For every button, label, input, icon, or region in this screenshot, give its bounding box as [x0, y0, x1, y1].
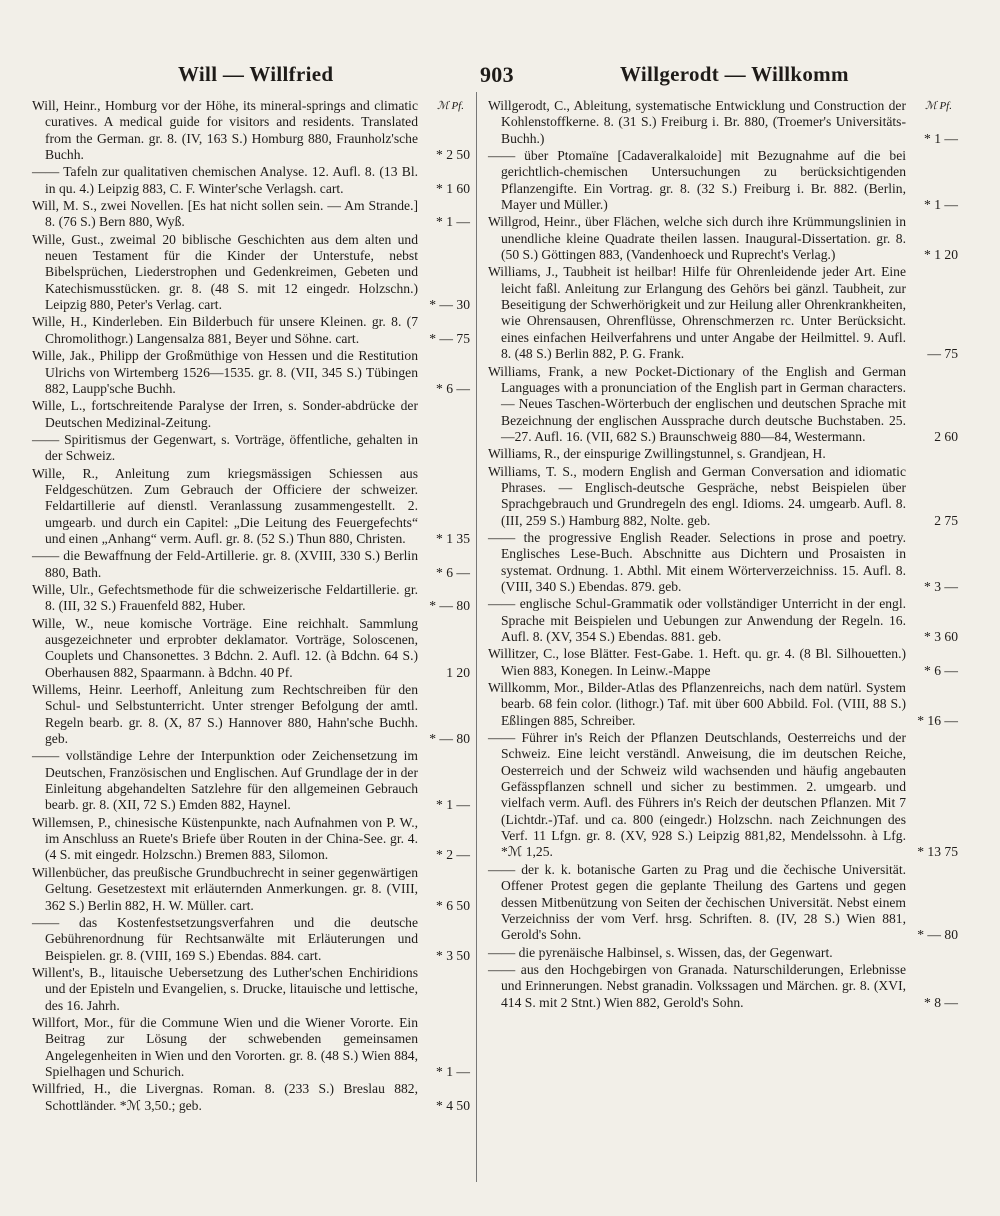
bibliography-entry: [488, 530, 958, 595]
bibliography-entry: [488, 596, 958, 645]
entry-text: Will, Heinr., Homburg vor der Höhe, its mineral-springs and climatic curatives. A medical guide for visitors and residents. Translated from the German. gr. 8. (IV, 163 S.) Homburg 880, Fraunholz'sche Buchh.: [32, 98, 418, 163]
bibliography-entry: [488, 464, 958, 529]
entry-price: 2 75: [934, 512, 958, 528]
entry-text: —— die Bewaffnung der Feld-Artillerie. gr. 8. (XVIII, 330 S.) Berlin 880, Bath.: [32, 548, 418, 580]
entry-text: Williams, T. S., modern English and German Conversation and idiomatic Phrases. — Englisch-deutsche Gespräche, nebst Beispielen über Sprachgebrauch und Grundregeln des engl. Idioms. 24. umgearb. Aufl. 8. (III, 259 S.) Hamburg 882, Nolte. geb.: [488, 463, 906, 528]
bibliography-entry: [32, 748, 470, 813]
entry-text: Willkomm, Mor., Bilder-Atlas des Pflanzenreichs, nach dem natürl. System bearb. 68 fein color. (lithogr.) Taf. mit über 600 Abbild. Fol. (VIII, 88 S.) Eßlingen 885, Schreiber.: [488, 680, 906, 728]
entry-price: * 1 —: [436, 797, 470, 813]
bibliography-entry: [32, 466, 470, 548]
entry-price: * 2 —: [436, 847, 470, 863]
entry-text: —— Tafeln zur qualitativen chemischen Analyse. 12. Aufl. 8. (13 Bl. in qu. 4.) Leipzig 883, C. F. Winter'sche Verlagsh. cart.: [32, 164, 418, 196]
entry-text: Willent's, B., litauische Uebersetzung des Luther'schen Enchiridions und der Episteln und Evangelien, s. Drucke, litauische und lettische, des 16. Jahrh.: [32, 964, 418, 1013]
entry-text: Wille, Jak., Philipp der Großmüthige von Hessen und die Restitution Ulrichs von Wirtemberg 1526—1535. gr. 8. (VII, 345 S.) Tübingen 882, Laupp'sche Buchh.: [32, 348, 418, 396]
entry-text: —— englische Schul-Grammatik oder vollständiger Unterricht in der engl. Sprache mit Beispielen und Uebungen zur Anwendung der Regeln. 16. Aufl. 8. (XV, 354 S.) Ebendas. 881. geb.: [488, 596, 906, 644]
page-number: 903: [480, 62, 514, 87]
bibliography-entry: [488, 730, 958, 861]
entry-price: * 6 50: [436, 897, 470, 913]
entry-price: * 1 —: [924, 197, 958, 213]
entry-text: Wille, R., Anleitung zum kriegsmässigen Schiessen aus Feldgeschützen. Zum Gebrauch der Officiere der schweizer. Feldartillerie auf dienstl. Veranlassung zusammengestellt. 2. umgearb. und durch ein Capitel: „Die Leitung des Feuergefechts“ und einen „Anhang“ verm. Aufl. gr. 8. (52 S.) Thun 880, Christen.: [32, 465, 418, 546]
bibliography-entry: [488, 646, 958, 679]
entry-text: —— aus den Hochgebirgen von Granada. Naturschilderungen, Erlebnisse und Erinnerungen. Nebst granadin. Volkssagen und Märchen. gr. 8. (XVI, 414 S. mit 2 Stnt.) Wien 882, Gerold's Sohn.: [488, 961, 906, 1010]
bibliography-entry: [32, 965, 470, 1014]
entry-text: Willfried, H., die Livergnas. Roman. 8. (233 S.) Breslau 882, Schottländer. *ℳ 3,50.; geb.: [32, 1081, 418, 1113]
entry-price: * 6 —: [436, 564, 470, 580]
entry-text: —— der k. k. botanische Garten zu Prag und die čechische Universität. Offener Protest gegen die geplante Theilung des Gartens und gegen dessen Mitbenützung von Seiten der čechischen Universität. Nebst einem Verzeichniss der vom Verf. hrsg. Schriften. 8. (IV, 28 S.) Wien 881, Gerold's Sohn.: [488, 861, 906, 943]
entry-text: Wille, L., fortschreitende Paralyse der Irren, s. Sonder-abdrücke der Deutschen Medizinal-Zeitung.: [32, 398, 418, 430]
running-head-right: Willgerodt — Willkomm: [620, 62, 849, 86]
entry-price: * 2 50: [436, 147, 470, 163]
entry-price: * 4 50: [436, 1097, 470, 1113]
bibliography-entry: [32, 314, 470, 347]
bibliography-entry: [488, 446, 958, 462]
bibliography-entry: [32, 98, 470, 163]
bibliography-entry: [32, 682, 470, 747]
entry-text: Willgerodt, C., Ableitung, systematische Entwicklung und Construction der Kohlenstoffkerne. 8. (31 S.) Freiburg i. Br. 880, (Troemer's Universitäts-Buchh.): [488, 98, 906, 146]
entry-text: Wille, W., neue komische Vorträge. Eine reichhalt. Sammlung ausgezeichneter und erprobter deklamator. Vorträge, Soloscenen, Couplets und Chansonettes. 3 Bdchn. 2. Aufl. 12. (à Bdchn. 64 S.) Oberhausen 882, Spaarmann. à Bdchn. 40 Pf.: [32, 615, 418, 680]
entry-text: Willgrod, Heinr., über Flächen, welche sich durch ihre Krümmungslinien in unendliche kleine Quadrate theilen lassen. Inaugural-Dissertation. gr. 8. (50 S.) Göttingen 883, (Vandenhoeck und Ruprecht's Verlag.): [488, 214, 906, 263]
entry-price: * 3 60: [924, 629, 958, 644]
bibliography-entry: [488, 364, 958, 446]
entry-text: —— über Ptomaïne [Cadaveralkaloide] mit Bezugnahme auf die bei gerichtlich-chemischen Untersuchungen zu berücksichtigenden Pflanzengifte. Ein Vortrag. gr. 8. (32 S.) Freiburg i. Br. 882. (Berlin, Mayer und Müller.): [488, 148, 906, 213]
entry-price: * 1 —: [924, 130, 958, 146]
right-column: ℳ Pf. Willgerodt, C., Ableitung, systematische Entwicklung und Construction der Kohlenstoffkerne. 8. (31 S.) Freiburg i. Br. 880, (Troemer's Universitäts-Buchh.) * 1 — —— über Ptomaïne [Cadaveralkaloide] mit Bezugnahme auf die bei gerichtlich-chemischen Untersuchungen zu berücksichtigenden Pflanzengifte. Ein Vortrag. gr. 8. (32 S.) Freiburg i. Br. 882. (Berlin, Mayer und Müller.) * 1 — Willgrod, Heinr., über Flächen, welche sich durch ihre Krümmungslinien in unendliche kleine Quadrate theilen lassen. Inaugural-Dissertation. gr. 8. (50 S.) Göttingen 883, (Vandenhoeck und Ruprecht's Verlag.) * 1 20 Williams, J., Taubheit ist heilbar! Hilfe für Ohrenleidende jeder Art. Eine leicht faßl. Anleitung zur Erlangung des Gehörs bei gänzl. Taubheit, zur Beseitigung der Schwerhörigkeit und zur Heilung aller Ohrenkrankheiten, wie Ohrensausen, Ohrenflüsse, Ohrenschmerzen rc. Unter Berücksicht. eines einfachen Heilverfahrens und unter Angabe der Heilmittel. 9. Aufl. 8. (48 S.) Berlin 882, P. G. Frank. — 75 Williams, Frank, a new Pocket-Dictionary of the English and German Languages with a pronunciation of the English part in German characters. — Neues Taschen-Wörterbuch der englischen und deutschen Sprache mit Bezeichnung der englischen Aussprache durch deutsche Buchstaben. 25.—27. Aufl. 16. (VII, 682 S.) Braunschweig 880—84, Westermann. 2 60 Williams, R., der einspurige Zwillingstunnel, s. Grandjean, H. Williams, T. S., modern English and German Conversation and idiomatic Phrases. — Englisch-deutsche Gespräche, nebst Beispielen über Sprachgebrauch und Grundregeln des engl. Idioms. 24. umgearb. Aufl. 8. (III, 259 S.) Hamburg 882, Nolte. geb. 2 75 —— the progressive English Reader. Selections in prose and poetry. Englisches Lese-Buch. Abschnitte aus Dichtern und Prosaisten in systemat. Ordnung. 1. Abthl. Mit einem Wörterverzeichniss. 15. Aufl. 8. (VIII, 340 S.) Ebendas. 879. geb. * 3 — —— englische Schul-Grammatik oder vollständiger Unterricht in der engl. Sprache mit Beispielen und Uebungen zur Anwendung der Regeln. 16. Aufl. 8. (XV, 354 S.) Ebendas. 881. geb. * 3 60 Willitzer, C., lose Blätter. Fest-Gabe. 1. Heft. qu. gr. 4. (8 Bl. Silhouetten.) Wien 883, Konegen. In Leinw.-Mappe * 6 — Willkomm, Mor., Bilder-Atlas des Pflanzenreichs, nach dem natürl. System bearb. 68 fein color. (lithogr.) Taf. mit über 600 Abbild. Fol. (VIII, 88 S.) Eßlingen 885, Schreiber. * 16 — —— Führer in's Reich der Pflanzen Deutschlands, Oesterreichs und der Schweiz. Eine leicht verständl. Anweisung, die im deutschen Reiche, Oesterreich und der Schweiz wild wachsenden und häufig angebauten Gefässpflanzen schnell und sicher zu bestimmen. 2. umgearb. und vielfach verm. Aufl. des Führers in's Reich der deutschen Pflanzen. Mit 7 (Lichtdr.-)Taf. und ca. 800 (eingedr.) Holzschn. nach Zeichnungen des Verf. 11 Lfgn. gr. 8. (XV, 928 S.) Leipzig 881,82, Mendelssohn. à Lfg. *ℳ 1,25. * 13 75 —— der k. k. botanische Garten zu Prag und die čechische Universität. Offener Protest gegen die geplante Theilung des Gartens und gegen dessen Mitbenützung von Seiten der čechischen Universität. Nebst einem Verzeichniss der vom Verf. hrsg. Schriften. 8. (IV, 28 S.) Wien 881, Gerold's Sohn. * — 80 —— die pyrenäische Halbinsel, s. Wissen, das, der Gegenwart. —— aus den Hochgebirgen von Granada. Naturschilderungen, Erlebnisse und Erinnerungen. Nebst granadin. Volkssagen und Märchen. gr. 8. (XVI, 414 S. mit 2 Stnt.) Wien 882, Gerold's Sohn. * 8 —: [488, 98, 958, 1010]
entry-text: Willitzer, C., lose Blätter. Fest-Gabe. 1. Heft. qu. gr. 4. (8 Bl. Silhouetten.) Wien 883, Konegen. In Leinw.-Mappe: [488, 646, 906, 678]
entry-price: 1 20: [446, 664, 470, 680]
bibliography-entry: [488, 214, 958, 263]
entry-price: 2 60: [934, 428, 958, 444]
bibliography-entry: [32, 432, 470, 465]
entry-text: —— Spiritismus der Gegenwart, s. Vorträge, öffentliche, gehalten in der Schweiz.: [32, 431, 418, 464]
column-divider: [476, 92, 477, 1182]
entry-price: * — 30: [429, 297, 470, 313]
entry-price: * 1 20: [924, 247, 958, 263]
entry-text: —— Führer in's Reich der Pflanzen Deutschlands, Oesterreichs und der Schweiz. Eine leicht verständl. Anweisung, die im deutschen Reiche, Oesterreich und der Schweiz wild wachsenden und häufig angebauten Gefässpflanzen schnell und sicher zu bestimmen. 2. umgearb. und vielfach verm. Aufl. des Führers in's Reich der deutschen Pflanzen. Mit 7 (Lichtdr.-)Taf. und ca. 800 (eingedr.) Holzschn. nach Zeichnungen des Verf. 11 Lfgn. gr. 8. (XV, 928 S.) Leipzig 881,82, Mendelssohn. à Lfg. *ℳ 1,25.: [488, 730, 906, 860]
entry-text: Wille, Ulr., Gefechtsmethode für die schweizerische Feldartillerie. gr. 8. (III, 32 S.) Frauenfeld 882, Huber.: [32, 581, 418, 614]
entry-price: * 8 —: [924, 994, 958, 1010]
bibliography-entry: [488, 148, 958, 213]
entry-price: * 6 —: [924, 662, 958, 678]
entry-price: * — 80: [917, 927, 958, 943]
bibliography-entry: [32, 1015, 470, 1080]
entry-price: * 13 75: [917, 844, 958, 860]
bibliography-entry: [488, 98, 958, 147]
bibliography-entry: [32, 915, 470, 964]
entry-price: * 1 —: [436, 1063, 470, 1079]
entry-text: Williams, R., der einspurige Zwillingstunnel, s. Grandjean, H.: [488, 446, 826, 462]
entry-price: * — 80: [429, 598, 470, 614]
entry-text: Wille, H., Kinderleben. Ein Bilderbuch für unsere Kleinen. gr. 8. (7 Chromolithogr.) Langensalza 881, Beyer und Söhne. cart.: [32, 314, 418, 346]
bibliography-entry: [32, 815, 470, 864]
entry-price: * — 75: [429, 330, 470, 346]
entry-text: Willems, Heinr. Leerhoff, Anleitung zum Rechtschreiben für den Schul- und Selbstunterricht. Unter strenger Befolgung der amtl. Regeln bearb. gr. 8. (X, 87 S.) Hannover 880, Hahn'sche Buchh. geb.: [32, 682, 418, 747]
entry-price: — 75: [927, 346, 958, 362]
entry-text: Williams, Frank, a new Pocket-Dictionary of the English and German Languages with a pronunciation of the English part in German characters. — Neues Taschen-Wörterbuch der englischen und deutschen Sprache mit Bezeichnung der englischen Aussprache durch deutsche Buchstaben. 25.—27. Aufl. 16. (VII, 682 S.) Braunschweig 880—84, Westermann.: [488, 363, 906, 444]
entry-price: * 1 —: [436, 214, 470, 230]
entry-text: Willfort, Mor., für die Commune Wien und die Wiener Vororte. Ein Beitrag zur Lösung der schwebenden gemeinsamen Angelegenheiten in Wien und den Vororten. gr. 8. (48 S.) Wien 884, Spielhagen und Schurich.: [32, 1014, 418, 1079]
entry-text: Willenbücher, das preußische Grundbuchrecht in seiner gegenwärtigen Geltung. Gesetzestext mit erläuternden Anmerkungen. gr. 8. (VIII, 362 S.) Berlin 882, H. W. Müller. cart.: [32, 864, 418, 913]
bibliography-entry: [488, 962, 958, 1011]
bibliography-entry: [32, 232, 470, 314]
entry-text: Will, M. S., zwei Novellen. [Es hat nicht sollen sein. — Am Strande.] 8. (76 S.) Bern 880, Wyß.: [32, 198, 418, 230]
bibliography-entry: [32, 398, 470, 431]
bibliography-entry: [32, 198, 470, 231]
bibliography-entry: [32, 865, 470, 914]
bibliography-entry: [32, 616, 470, 681]
left-column: ℳ Pf. Will, Heinr., Homburg vor der Höhe, its mineral-springs and climatic curatives. A medical guide for visitors and residents. Translated from the German. gr. 8. (IV, 163 S.) Homburg 880, Fraunholz'sche Buchh. * 2 50 —— Tafeln zur qualitativen chemischen Analyse. 12. Aufl. 8. (13 Bl. in qu. 4.) Leipzig 883, C. F. Winter'sche Verlagsh. cart. * 1 60 Will, M. S., zwei Novellen. [Es hat nicht sollen sein. — Am Strande.] 8. (76 S.) Bern 880, Wyß. * 1 — Wille, Gust., zweimal 20 biblische Geschichten aus dem alten und neuen Testament für die Kinder der Unterstufe, nebst Bibelsprüchen, Liederstrophen und Gedenkreimen, Gebeten und Katechismusstücken. gr. 8. (48 S. mit 12 eingedr. Holzschn.) Leipzig 880, Peter's Verlag. cart. * — 30 Wille, H., Kinderleben. Ein Bilderbuch für unsere Kleinen. gr. 8. (7 Chromolithogr.) Langensalza 881, Beyer und Söhne. cart. * — 75 Wille, Jak., Philipp der Großmüthige von Hessen und die Restitution Ulrichs von Wirtemberg 1526—1535. gr. 8. (VII, 345 S.) Tübingen 882, Laupp'sche Buchh. * 6 — Wille, L., fortschreitende Paralyse der Irren, s. Sonder-abdrücke der Deutschen Medizinal-Zeitung. —— Spiritismus der Gegenwart, s. Vorträge, öffentliche, gehalten in der Schweiz. Wille, R., Anleitung zum kriegsmässigen Schiessen aus Feldgeschützen. Zum Gebrauch der Officiere der schweizer. Feldartillerie auf dienstl. Veranlassung zusammengestellt. 2. umgearb. und durch ein Capitel: „Die Leitung des Feuergefechts“ und einen „Anhang“ verm. Aufl. gr. 8. (52 S.) Thun 880, Christen. * 1 35 —— die Bewaffnung der Feld-Artillerie. gr. 8. (XVIII, 330 S.) Berlin 880, Bath. * 6 — Wille, Ulr., Gefechtsmethode für die schweizerische Feldartillerie. gr. 8. (III, 32 S.) Frauenfeld 882, Huber. * — 80 Wille, W., neue komische Vorträge. Eine reichhalt. Sammlung ausgezeichneter und erprobter deklamator. Vorträge, Soloscenen, Couplets und Chansonettes. 3 Bdchn. 2. Aufl. 12. (à Bdchn. 64 S.) Oberhausen 882, Spaarmann. à Bdchn. 40 Pf. 1 20 Willems, Heinr. Leerhoff, Anleitung zum Rechtschreiben für den Schul- und Selbstunterricht. Unter strenger Befolgung der amtl. Regeln bearb. gr. 8. (X, 87 S.) Hannover 880, Hahn'sche Buchh. geb. * — 80 —— vollständige Lehre der Interpunktion oder Zeichensetzung im Deutschen, Französischen und Englischen. Auf Grundlage der in der Einleitung abgehandelten Satzlehre für den allgemeinen Gebrauch bearb. gr. 8. (XII, 72 S.) Emden 882, Haynel. * 1 — Willemsen, P., chinesische Küstenpunkte, nach Aufnahmen von P. W., im Anschluss an Ruete's Briefe über Routen in der China-See. gr. 4. (4 S. mit eingedr. Holzschn.) Bremen 883, Silomon. * 2 — Willenbücher, das preußische Grundbuchrecht in seiner gegenwärtigen Geltung. Gesetzestext mit erläuternden Anmerkungen. gr. 8. (VIII, 362 S.) Berlin 882, H. W. Müller. cart. * 6 50 —— das Kostenfestsetzungsverfahren und die deutsche Gebührenordnung für Rechtsanwälte mit Erläuterungen und Beispielen. gr. 8. (VIII, 169 S.) Ebendas. 884. cart. * 3 50 Willent's, B., litauische Uebersetzung des Luther'schen Enchiridions und der Episteln und Evangelien, s. Drucke, litauische und lettische, des 16. Jahrh. Willfort, Mor., für die Commune Wien und die Wiener Vororte. Ein Beitrag zur Lösung der schwebenden gemeinsamen Angelegenheiten in Wien und den Vororten. gr. 8. (48 S.) Wien 884, Spielhagen und Schurich. * 1 — Willfried, H., die Livergnas. Roman. 8. (233 S.) Breslau 882, Schottländer. *ℳ 3,50.; geb. * 4 50: [32, 98, 470, 1113]
entry-price: * 16 —: [917, 712, 958, 728]
bibliography-entry: [488, 680, 958, 729]
bibliography-entry: [32, 164, 470, 197]
entry-price: * 3 —: [924, 578, 958, 594]
entry-price: * 6 —: [436, 380, 470, 396]
bibliography-entry: [488, 945, 958, 961]
entry-price: * 1 35: [436, 530, 470, 546]
bibliography-entry: [32, 348, 470, 397]
bibliography-entry: [32, 548, 470, 581]
bibliography-entry: [488, 862, 958, 944]
entry-text: —— die pyrenäische Halbinsel, s. Wissen, das, der Gegenwart.: [488, 944, 833, 960]
entry-text: —— das Kostenfestsetzungsverfahren und die deutsche Gebührenordnung für Rechtsanwälte mit Erläuterungen und Beispielen. gr. 8. (VIII, 169 S.) Ebendas. 884. cart.: [32, 914, 418, 963]
entry-price: * 3 50: [436, 947, 470, 963]
running-head-left: Will — Willfried: [178, 62, 334, 86]
entry-text: Wille, Gust., zweimal 20 biblische Geschichten aus dem alten und neuen Testament für die Kinder der Unterstufe, nebst Bibelsprüchen, Liederstrophen und Gedenkreimen, Gebeten und Katechismusstücken. gr. 8. (48 S. mit 12 eingedr. Holzschn.) Leipzig 880, Peter's Verlag. cart.: [32, 231, 418, 313]
bibliography-entry: [32, 1081, 470, 1114]
entry-text: —— the progressive English Reader. Selections in prose and poetry. Englisches Lese-Buch. Abschnitte aus Dichtern und Prosaisten in systemat. Ordnung. 1. Abthl. Mit einem Wörterverzeichniss. 15. Aufl. 8. (VIII, 340 S.) Ebendas. 879. geb.: [488, 529, 906, 594]
bibliography-entry: [488, 264, 958, 362]
entry-price: * — 80: [429, 731, 470, 747]
entry-text: —— vollständige Lehre der Interpunktion oder Zeichensetzung im Deutschen, Französischen und Englischen. Auf Grundlage der in der Einleitung abgehandelten Satzlehre für den allgemeinen Gebrauch bearb. gr. 8. (XII, 72 S.) Emden 882, Haynel.: [32, 748, 418, 813]
entry-text: Williams, J., Taubheit ist heilbar! Hilfe für Ohrenleidende jeder Art. Eine leicht faßl. Anleitung zur Erlangung des Gehörs bei gänzl. Taubheit, zur Beseitigung der Schwerhörigkeit und zur Heilung aller Ohrenkrankheiten, wie Ohrensausen, Ohrenflüsse, Ohrenschmerzen rc. Unter Berücksicht. eines einfachen Heilverfahrens und unter Angabe der Heilmittel. 9. Aufl. 8. (48 S.) Berlin 882, P. G. Frank.: [488, 264, 906, 362]
entry-price: * 1 60: [436, 180, 470, 196]
bibliography-entry: [32, 582, 470, 615]
entry-text: Willemsen, P., chinesische Küstenpunkte, nach Aufnahmen von P. W., im Anschluss an Ruete's Briefe über Routen in der China-See. gr. 4. (4 S. mit eingedr. Holzschn.) Bremen 883, Silomon.: [32, 814, 418, 863]
